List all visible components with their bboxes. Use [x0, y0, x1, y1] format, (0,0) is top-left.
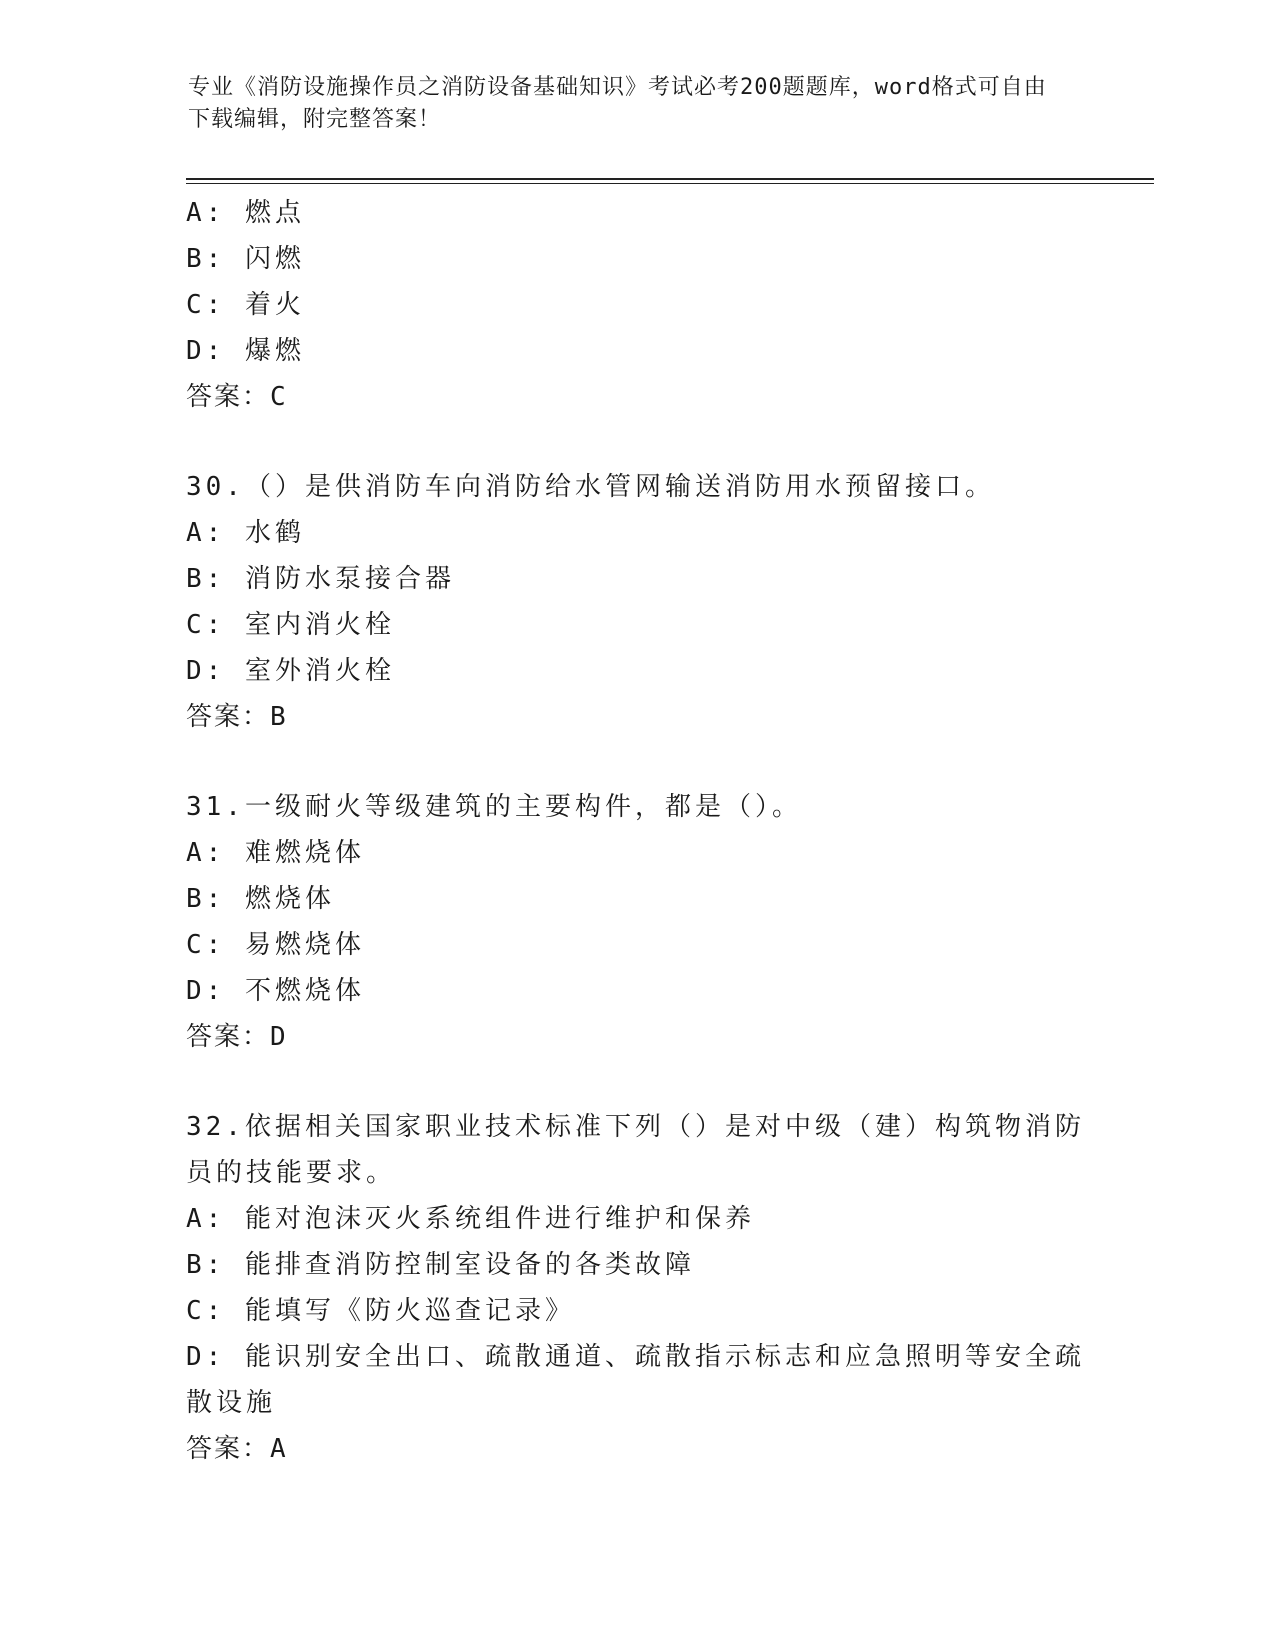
option-a: A: 燃点 [186, 198, 305, 228]
option-b: B: 能排查消防控制室设备的各类故障 [186, 1250, 695, 1280]
option-a: A: 水鹤 [186, 518, 305, 548]
option-d: D: 不燃烧体 [186, 976, 365, 1006]
header-divider [186, 178, 1154, 184]
answer-value: D [270, 1022, 287, 1052]
document-header: 专业《消防设施操作员之消防设备基础知识》考试必考200题题库，word格式可自由下载编辑，附完整答案！ [188, 75, 1047, 132]
answer-label: 答案： [186, 1434, 271, 1464]
option-c: C: 室内消火栓 [186, 610, 395, 640]
option-c: C: 着火 [186, 290, 305, 320]
answer-line [186, 374, 1086, 420]
answer-line [186, 1426, 1086, 1472]
question-stem: 32.依据相关国家职业技术标准下列（）是对中级（建）构筑物消防员的技能要求。 [186, 1112, 1085, 1188]
option-a: A: 难燃烧体 [186, 838, 365, 868]
question-stem: 30.（）是供消防车向消防给水管网输送消防用水预留接口。 [186, 472, 995, 502]
question-list [186, 190, 1086, 1472]
question-stem: 31.一级耐火等级建筑的主要构件，都是（）。 [186, 792, 802, 822]
option-b: B: 消防水泵接合器 [186, 564, 455, 594]
question-block [186, 1104, 1086, 1472]
answer-label: 答案： [186, 702, 271, 732]
answer-label: 答案： [186, 1022, 271, 1052]
option-c: C: 易燃烧体 [186, 930, 365, 960]
question-block [186, 190, 1086, 420]
question-block [186, 784, 1086, 1060]
answer-line [186, 694, 1086, 740]
answer-value: B [270, 702, 287, 732]
answer-value: C [270, 382, 287, 412]
answer-value: A [270, 1434, 287, 1464]
option-d: D: 爆燃 [186, 336, 305, 366]
option-d: D: 能识别安全出口、疏散通道、疏散指示标志和应急照明等安全疏散设施 [186, 1342, 1085, 1418]
answer-line [186, 1014, 1086, 1060]
option-c: C: 能填写《防火巡查记录》 [186, 1296, 575, 1326]
option-a: A: 能对泡沫灭火系统组件进行维护和保养 [186, 1204, 755, 1234]
option-b: B: 燃烧体 [186, 884, 335, 914]
option-d: D: 室外消火栓 [186, 656, 395, 686]
question-block [186, 464, 1086, 740]
answer-label: 答案： [186, 382, 271, 412]
option-b: B: 闪燃 [186, 244, 305, 274]
